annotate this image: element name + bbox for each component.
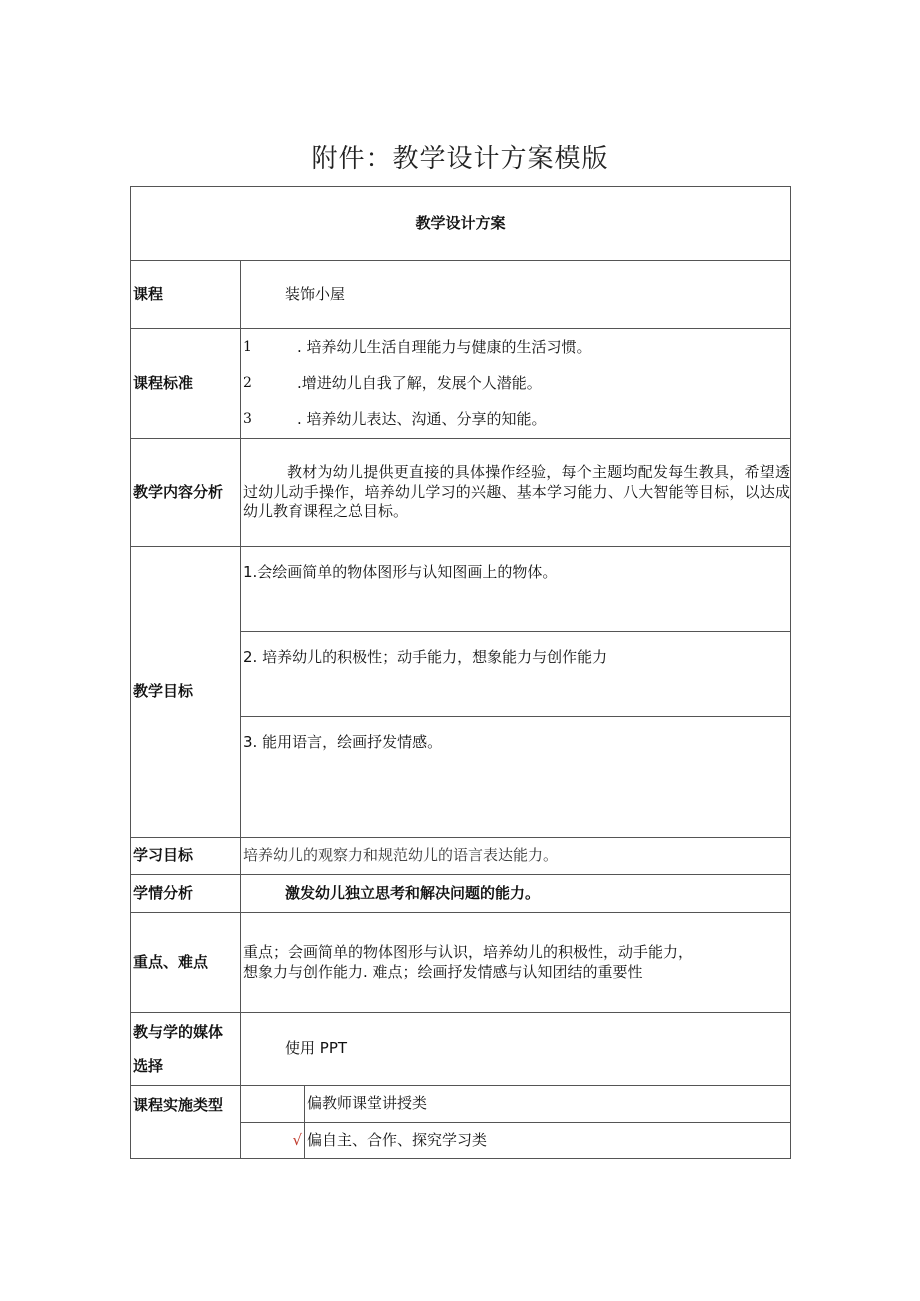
standard-text: . 培养幼儿表达、沟通、分享的知能。 xyxy=(297,409,547,428)
teaching-goal-3: 3. 能用语言，绘画抒发情感。 xyxy=(241,717,791,838)
key-points-line: 重点；会画简单的物体图形与认识，培养幼儿的积极性，动手能力， xyxy=(243,943,694,961)
standards-list xyxy=(241,329,791,439)
option-checkbox[interactable]: √ xyxy=(241,1123,305,1159)
implementation-type-label: 课程实施类型 xyxy=(131,1086,241,1159)
teaching-goal-1: 1.会绘画简单的物体图形与认知图画上的物体。 xyxy=(241,547,791,632)
option-checkbox[interactable] xyxy=(241,1086,305,1123)
standard-text: . 培养幼儿生活自理能力与健康的生活习惯。 xyxy=(297,337,592,356)
learner-analysis-row xyxy=(131,875,791,913)
table-title: 教学设计方案 xyxy=(131,187,791,261)
course-row xyxy=(131,261,791,329)
standard-item xyxy=(241,366,790,402)
teaching-goals-label: 教学目标 xyxy=(131,547,241,838)
learner-analysis-label: 学情分析 xyxy=(131,875,241,913)
standard-number: 2 xyxy=(243,375,252,392)
key-points-label: 重点、难点 xyxy=(131,913,241,1013)
learning-goals-value: 培养幼儿的观察力和规范幼儿的语言表达能力。 xyxy=(241,838,791,875)
learner-analysis-value: 激发幼儿独立思考和解决问题的能力。 xyxy=(241,875,791,913)
option-label: 偏自主、合作、探究学习类 xyxy=(305,1123,791,1159)
course-value: 装饰小屋 xyxy=(241,261,791,329)
key-points-line: 想象力与创作能力. 难点；绘画抒发情感与认知团结的重要性 xyxy=(243,962,643,981)
standard-number: 1 xyxy=(243,339,252,356)
content-analysis-row xyxy=(131,439,791,547)
media-label-line: 教与学的媒体 xyxy=(133,1023,224,1041)
key-points-value xyxy=(241,913,791,1013)
learning-goals-label: 学习目标 xyxy=(131,838,241,875)
media-value: 使用 PPT xyxy=(241,1013,791,1086)
teaching-plan-table xyxy=(130,186,791,1159)
media-label-line: 选择 xyxy=(133,1057,164,1075)
key-points-row xyxy=(131,913,791,1013)
course-label: 课程 xyxy=(131,261,241,329)
media-label xyxy=(131,1013,241,1086)
option-label: 偏教师课堂讲授类 xyxy=(305,1086,791,1123)
content-analysis-text: 教材为幼儿提供更直接的具体操作经验，每个主题均配发每生教具，希望透过幼儿动手操作，培养幼儿学习的兴趣、基本学习能力、八大智能等目标，以达成幼儿教育课程之总目标。 xyxy=(241,439,791,547)
standards-row xyxy=(131,329,791,439)
standard-text: .增进幼儿自我了解，发展个人潜能。 xyxy=(297,373,542,392)
learning-goals-row xyxy=(131,838,791,875)
standard-item xyxy=(241,330,790,366)
teaching-goal-2: 2. 培养幼儿的积极性；动手能力，想象能力与创作能力 xyxy=(241,632,791,717)
teaching-goal-row xyxy=(131,547,791,632)
standard-item xyxy=(241,402,790,438)
table-title-row xyxy=(131,187,791,261)
implementation-type-row xyxy=(131,1086,791,1123)
standards-label: 课程标准 xyxy=(131,329,241,439)
page-title: 附件：教学设计方案模版 xyxy=(311,144,609,174)
standard-number: 3 xyxy=(243,411,252,428)
content-analysis-label: 教学内容分析 xyxy=(131,439,241,547)
media-row xyxy=(131,1013,791,1086)
